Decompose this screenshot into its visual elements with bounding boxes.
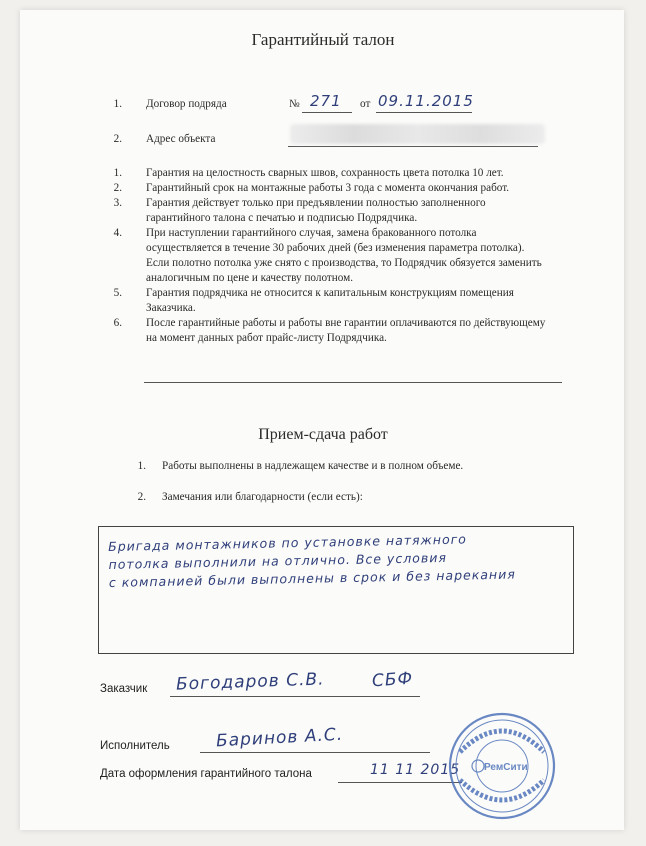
- redacted-address: [290, 124, 545, 144]
- term-item: 5. Гарантия подрядчика не относится к капитальным конструкциям помещения Заказчика.: [113, 287, 514, 314]
- contractor-line: [200, 752, 430, 753]
- issue-date-label: Дата оформления гарантийного талона: [100, 768, 312, 780]
- term-item: 3. Гарантия действует только при предъявлении полностью заполненного гарантийного талона с печатью и подписью Подрядчика.: [113, 197, 486, 224]
- acceptance-title: Прием-сдача работ: [258, 426, 388, 443]
- contract-no-value: 271: [310, 92, 342, 110]
- acceptance-item2-num: 2.: [137, 491, 146, 503]
- address-line: [288, 146, 538, 147]
- contract-date-line: [376, 112, 472, 113]
- contract-date-prefix: от: [360, 98, 371, 110]
- term-item: 2. Гарантийный срок на монтажные работы 3 года с момента окончания работ.: [113, 182, 510, 194]
- term-item: 1. Гарантия на целостность сварных швов, сохранность цвета потолка 10 лет.: [113, 167, 504, 179]
- address-label: Адрес объекта: [146, 133, 216, 145]
- contractor-signature: Баринов А.С.: [215, 724, 344, 752]
- acceptance-item2: Замечания или благодарности (если есть):: [162, 491, 363, 503]
- issue-date-value: 11 11 2015: [370, 762, 461, 778]
- acceptance-item1-num: 1.: [137, 460, 146, 472]
- stamp-text: РемСити: [484, 762, 528, 773]
- customer-label: Заказчик: [100, 683, 148, 695]
- customer-signature: Богодаров С.В.: [175, 669, 325, 695]
- terms-list: [104, 166, 604, 346]
- contract-date-value: 09.11.2015: [378, 92, 474, 110]
- divider-line: [144, 382, 562, 383]
- contract-no-prefix: №: [289, 98, 300, 110]
- term-item: 4. При наступлении гарантийного случая, замена бракованного потолка осуществляется в течение 30 рабочих дней (без изменения параметра потолка). Если полотно потолка уже снято с производства, то Подрядчик обязуется заменить аналогичным по цене и качеству полотном.: [113, 227, 542, 284]
- customer-line: [170, 696, 420, 697]
- contract-num: 1.: [113, 98, 122, 110]
- customer-initials: СБФ: [371, 668, 414, 692]
- term-item: 6. После гарантийные работы и работы вне гарантии оплачиваются по действующему на момент данных работ прайс-листу Подрядчика.: [113, 317, 546, 344]
- acceptance-item1: Работы выполнены в надлежащем качестве и в полном объеме.: [162, 460, 464, 472]
- remarks-handwriting: Бригада монтажников по установке натяжного потолка выполнили на отлично. Все условия с компанией были выполнены в срок и без нарекания: [108, 531, 516, 590]
- contract-no-line: [302, 112, 352, 113]
- page-title: Гарантийный талон: [251, 30, 395, 49]
- contractor-label: Исполнитель: [100, 740, 170, 752]
- address-num: 2.: [113, 133, 122, 145]
- contract-label: Договор подряда: [146, 98, 227, 110]
- company-stamp: [440, 708, 564, 820]
